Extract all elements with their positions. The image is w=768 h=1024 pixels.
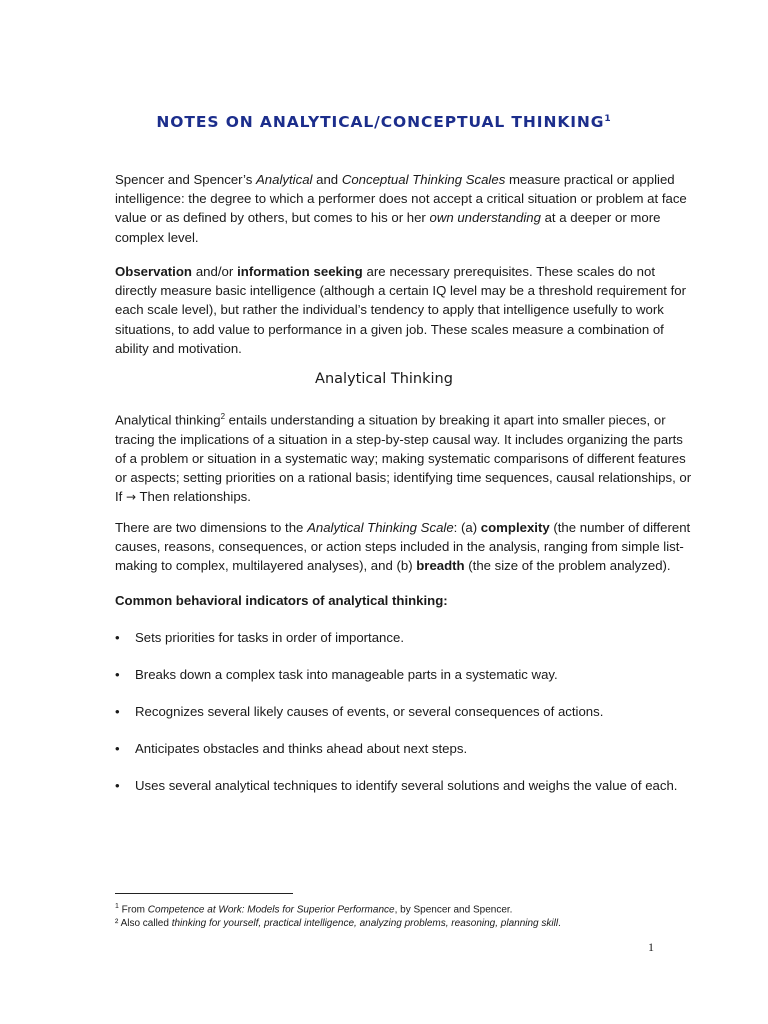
intro-line: complex level. <box>115 229 199 245</box>
obs-line: directly measure basic intelligence (although a certain IQ level may be a threshold requirement for <box>115 283 687 299</box>
intro-line <box>115 170 675 189</box>
bullet-icon: • <box>115 630 120 645</box>
section-heading: Analytical Thinking <box>315 371 453 387</box>
title-footnote-ref: 1 <box>604 113 612 124</box>
footnote-1 <box>115 900 512 916</box>
text-run: Also called <box>118 918 172 929</box>
footnote-ref: 2 <box>220 412 226 421</box>
bullet-icon: • <box>115 778 120 793</box>
dimensions-paragraph <box>115 518 691 576</box>
text-run: and <box>312 172 342 187</box>
text-run: From <box>118 904 148 916</box>
text-run: and/or <box>191 264 238 279</box>
text-run: Then relationships. <box>136 489 251 505</box>
indicators-heading: Common behavioral indicators of analytical thinking: <box>115 593 448 608</box>
text-run: (the number of different <box>549 520 691 535</box>
obs-line <box>115 262 655 281</box>
text-run: making to complex, multilayered analyses), and (b) <box>115 558 417 574</box>
bold-run: Observation <box>115 264 192 279</box>
italic-run: Conceptual Thinking Scales <box>341 172 506 187</box>
bullet-icon: • <box>115 667 120 682</box>
text-run: . <box>558 918 561 929</box>
text-run: value or as defined by others, but comes to his or her <box>115 210 430 226</box>
analytical-paragraph <box>115 407 692 507</box>
text-run: There are two dimensions to the <box>115 520 308 535</box>
footnote-2 <box>115 917 561 930</box>
text-run: : (a) <box>453 520 481 535</box>
analytical-line <box>115 407 666 430</box>
title-text: NOTES ON ANALYTICAL/CONCEPTUAL THINKING <box>156 113 605 131</box>
observation-paragraph <box>115 262 687 358</box>
bullet-icon: • <box>115 741 120 756</box>
footnote-ref: ² <box>115 918 119 929</box>
dimensions-line: causes, reasons, consequences, or action steps included in the analysis, ranging from simple list- <box>115 539 684 555</box>
text-run: entails understanding a situation by breaking it apart into smaller pieces, or <box>225 412 666 428</box>
list-item-text: Uses several analytical techniques to identify several solutions and weighs the value of each. <box>135 778 678 793</box>
italic-run: own understanding <box>429 210 541 226</box>
list-item-text: Recognizes several likely causes of events, or several consequences of actions. <box>135 704 604 719</box>
page-number: 1 <box>648 940 654 954</box>
page-title <box>0 113 768 131</box>
text-run: Analytical thinking <box>115 412 221 428</box>
obs-line: each scale level), but rather the individual’s tendency to apply that intelligence usefully to work <box>115 302 664 318</box>
text-run: If <box>115 489 126 505</box>
list-item-text: Anticipates obstacles and thinks ahead about next steps. <box>135 741 468 756</box>
text-run: , by Spencer and Spencer. <box>394 904 513 916</box>
obs-line: situations, to add value to performance in a given job. These scales measure a combination of <box>115 321 664 337</box>
text-run: (the size of the problem analyzed). <box>464 558 671 574</box>
intro-line: intelligence: the degree to which a performer does not accept a critical situation or problem at face <box>115 191 687 207</box>
italic-run: Analytical Thinking Scale <box>307 520 454 535</box>
bullet-icon: • <box>115 704 120 719</box>
bold-run: complexity <box>480 520 550 535</box>
text-run: Spencer and Spencer’s <box>115 172 257 187</box>
footnote-ref: 1 <box>115 903 119 910</box>
dimensions-line <box>115 518 691 537</box>
arrow-icon: → <box>126 490 137 505</box>
analytical-line: tracing the implications of a situation in a step-by-step causal way. It includes organizing the parts <box>115 431 683 447</box>
text-run: at a deeper or more <box>540 210 661 226</box>
analytical-line <box>115 487 655 507</box>
italic-run: Analytical <box>256 172 313 187</box>
intro-paragraph <box>115 170 687 247</box>
bold-run: information seeking <box>237 264 363 279</box>
dimensions-line <box>115 556 671 575</box>
italic-run: thinking for yourself, practical intelligence, analyzing problems, reasoning, planning skill <box>171 918 559 929</box>
footnote-divider <box>115 893 293 894</box>
italic-run: Competence at Work: Models for Superior Performance <box>147 904 395 916</box>
analytical-line: or aspects; setting priorities on a rational basis; identifying time sequences, causal relationships, or <box>115 470 692 485</box>
list-item-text: Breaks down a complex task into manageable parts in a systematic way. <box>135 667 558 682</box>
bold-run: breadth <box>416 558 465 574</box>
intro-line <box>115 208 661 227</box>
text-run: are necessary prerequisites. These scales do not <box>362 264 655 279</box>
text-run: measure practical or applied <box>505 172 675 187</box>
analytical-line: of a problem or situation in a systematic way; making systematic comparisons of different features <box>115 450 686 466</box>
list-item-text: Sets priorities for tasks in order of importance. <box>135 630 404 645</box>
obs-line: ability and motivation. <box>115 340 242 356</box>
